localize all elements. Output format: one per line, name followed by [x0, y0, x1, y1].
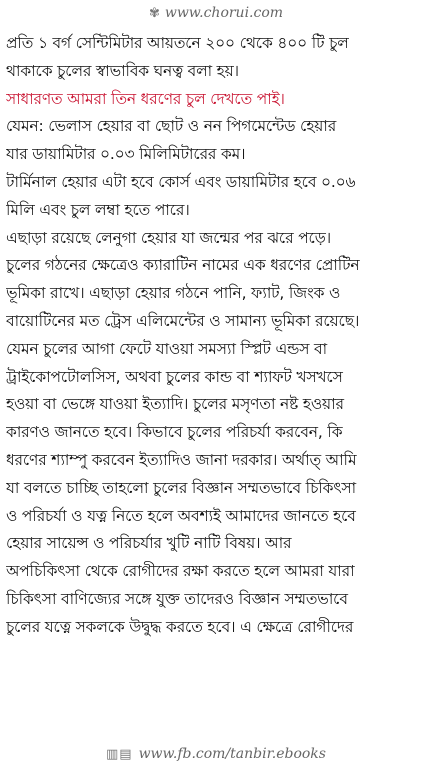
text-line-9: চুলের গঠনের ক্ষেত্রেও ক্যারাটিন নামের এক ধরণের প্রোটিন	[6, 256, 360, 275]
text-line-17: যা বলতে চাচ্ছি তাহলো চুলের বিজ্ঞান সম্মতভাবে চিকিৎসা	[6, 478, 356, 497]
text-line-10: ভূমিকা রাখে। এছাড়া হেয়ার গঠনে পানি, ফ্যাট, জিংক ও	[6, 284, 341, 303]
text-line-4: যেমন: ভেলাস হেয়ার বা ছোট ও নন পিগমেন্টেড হেয়ার	[6, 117, 337, 136]
header-site-url: www.chorui.com	[164, 5, 284, 21]
site-footer	[0, 740, 432, 768]
text-line-13: ট্রাইকোপটোলসিস, অথবা চুলের কান্ড বা শ্যাফট খসখসে	[6, 367, 343, 386]
highlighted-line: সাধারণত আমরা তিন ধরণের চুল দেখতে পাই।	[6, 89, 285, 108]
text-line-11: বায়োটিনের মত ট্রেস এলিমেন্টের ও সামান্য ভূমিকা রয়েছে।	[6, 311, 360, 330]
text-line-1: প্রতি ১ বর্গ সেন্টিমিটার আয়তনে ২০০ থেকে ৪০০ টি চুল	[6, 34, 349, 52]
text-line-18: ও পরিচর্যা ও যত্ন নিতে হলে অবশ্যই আমাদের জানতে হবে	[6, 506, 356, 525]
text-line-20: অপচিকিৎসা থেকে রোগীদের রক্ষা করতে হলে আমরা যারা	[6, 562, 355, 581]
flower-icon: ✾	[148, 5, 160, 21]
text-line-2: থাকাকে চুলের স্বাভাবিক ঘনত্ব বলা হয়।	[6, 61, 239, 80]
text-line-8: এছাড়া রয়েছে লেনুগা হেয়ার যা জন্মের পর ঝরে পড়ে।	[6, 228, 331, 247]
text-line-15: কারণও জানতে হবে। কিভাবে চুলের পরিচর্যা করবেন, কি	[6, 423, 343, 442]
article-body	[6, 30, 426, 736]
text-line-19: হেয়ার সায়েন্স ও পরিচর্যার খুটি নাটি বিষয়। আর	[6, 534, 292, 553]
text-line-12: যেমন চুলের আগা ফেটে যাওয়া সমস্যা স্প্লিট এন্ডস বা	[6, 339, 327, 358]
text-line-14: হওয়া বা ভেঙ্গে যাওয়া ইত্যাদি। চুলের মসৃণতা নষ্ট হওয়ার	[6, 395, 344, 414]
text-line-6: টার্মিনাল হেয়ার এটা হবে কোর্স এবং ডায়ামিটার হবে ০.০৬	[6, 172, 356, 191]
site-header	[0, 0, 432, 26]
text-line-22: চুলের যত্নে সকলকে উদ্বুদ্ধ করতে হবে। এ ক্ষেত্রে রোগীদের	[6, 617, 354, 636]
books-icon: ▥▤	[106, 746, 133, 762]
text-line-7: মিলি এবং চুল লম্বা হতে পারে।	[6, 200, 190, 219]
text-line-16: ধরণের শ্যাম্পু করবেন ইত্যাদিও জানা দরকার। অর্থাত্‍ আমি	[6, 450, 357, 469]
text-line-5: যার ডায়ামিটার ০.০৩ মিলিমিটারের কম।	[6, 145, 246, 164]
footer-site-url: www.fb.com/tanbir.ebooks	[138, 746, 326, 762]
text-line-21: চিকিৎসা বাণিজ্যের সঙ্গে যুক্ত তাদেরও বিজ্ঞান সম্মতভাবে	[6, 589, 348, 608]
